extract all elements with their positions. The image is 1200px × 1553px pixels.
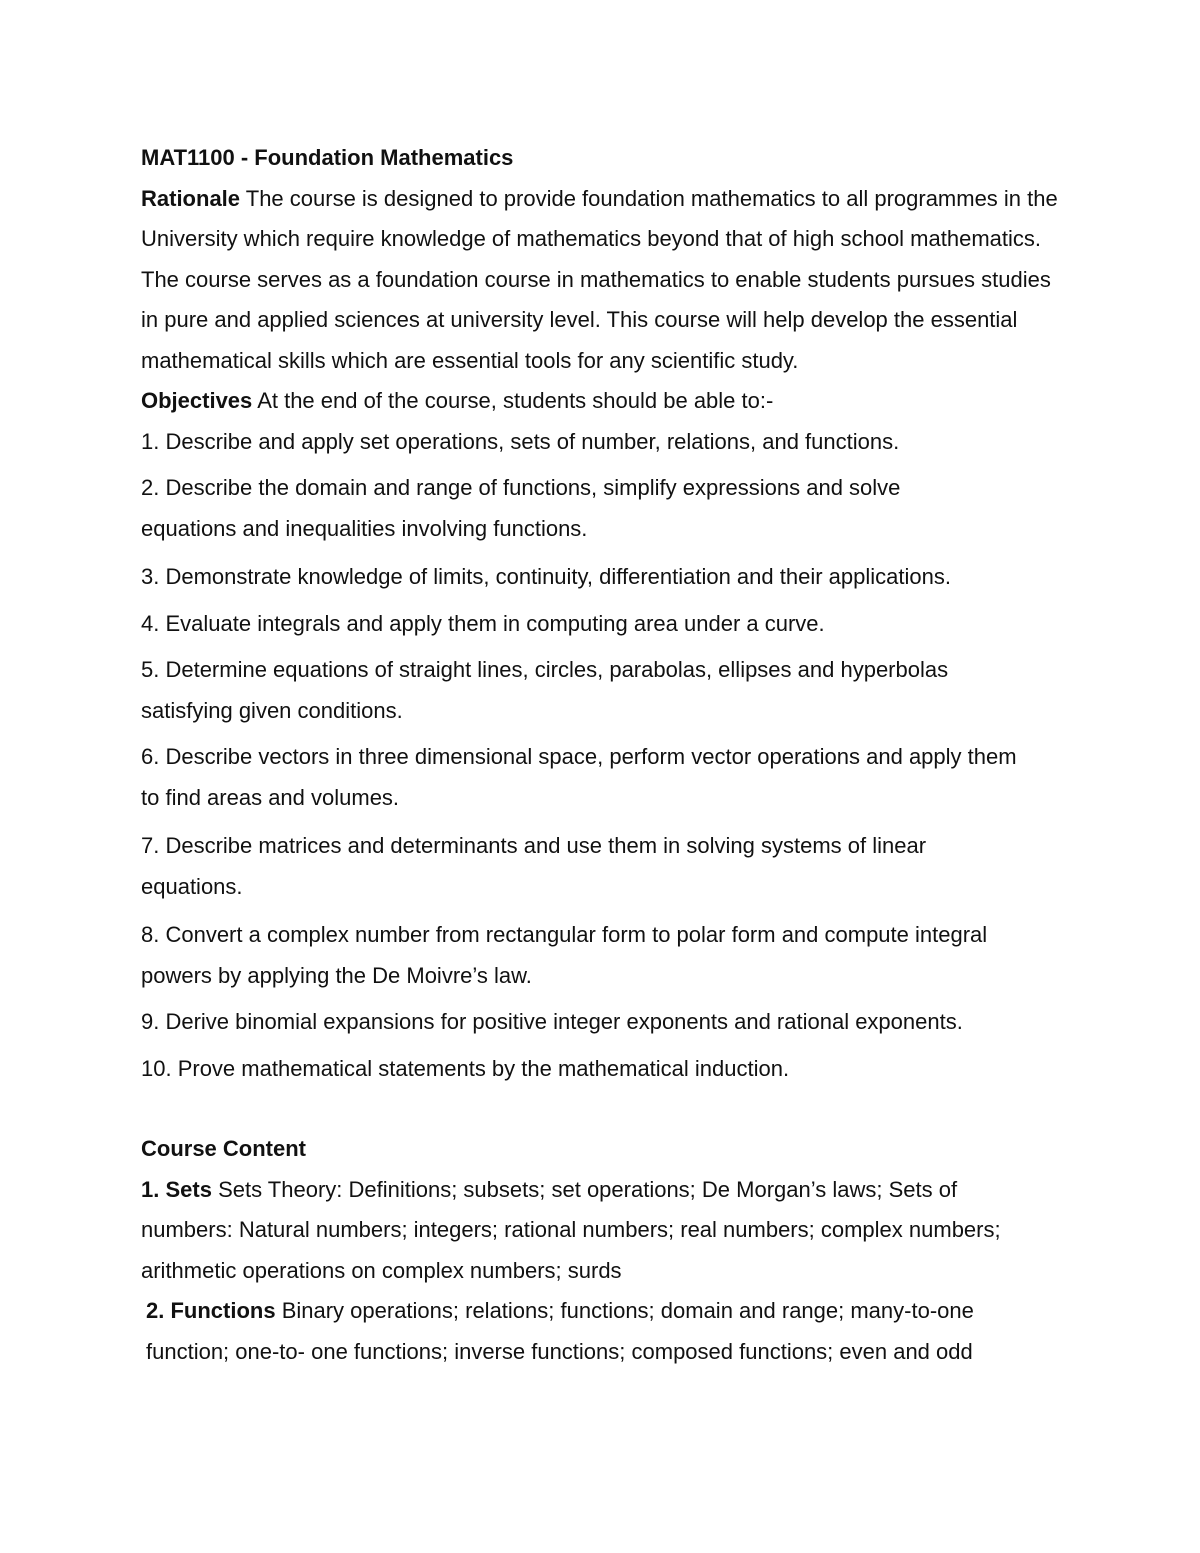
objectives-label: Objectives (141, 388, 253, 413)
section-text: Sets Theory: Definitions; subsets; set operations; De Morgan’s laws; Sets of numbers: Natural numbers; integers; rational numbers; real numbers; complex numbers; arithmetic operations on complex numbers; surds (141, 1176, 1001, 1283)
section-label: 2. Functions (146, 1298, 276, 1323)
content-section-sets (141, 1170, 1031, 1292)
objective-item: 1. Describe and apply set operations, sets of number, relations, and functions. (141, 428, 900, 454)
rationale-label: Rationale (141, 185, 241, 211)
document-page (141, 138, 1071, 1372)
objectives-intro: At the end of the course, students should be able to:- (257, 388, 774, 413)
objective-item: 9. Derive binomial expansions for positive integer exponents and rational exponents. (141, 1009, 963, 1034)
rationale-paragraph (141, 179, 1065, 382)
section-label: 1. Sets (141, 1176, 212, 1202)
objective-item: 10. Prove mathematical statements by the mathematical induction. (141, 1055, 790, 1081)
objective-item: 2. Describe the domain and range of functions, simplify expressions and solve equations and inequalities involving functions. (141, 475, 901, 541)
objectives-paragraph (141, 381, 1071, 422)
objective-item: 8. Convert a complex number from rectangular form to polar form and compute integral powers by applying the De Moivre’s law. (141, 922, 988, 988)
section-text: Binary operations; relations; functions; domain and range; many-to-one function; one-to- one functions; inverse functions; composed functions; even and odd (146, 1298, 974, 1364)
objective-item: 3. Demonstrate knowledge of limits, continuity, differentiation and their applications. (141, 564, 951, 589)
objective-item: 4. Evaluate integrals and apply them in computing area under a curve. (141, 610, 825, 636)
objective-item: 5. Determine equations of straight lines, circles, parabolas, ellipses and hyperbolas satisfying given conditions. (141, 657, 949, 723)
rationale-text: The course is designed to provide foundation mathematics to all programmes in the University which require knowledge of mathematics beyond that of high school mathematics. The course serves as a foundation course in mathematics to enable students pursues studies in pure and applied sciences at university level. This course will help develop the essential mathematical skills which are essential tools for any scientific study. (141, 185, 1058, 373)
objectives-list (141, 422, 1071, 1090)
course-title: MAT1100 - Foundation Mathematics (141, 145, 514, 170)
content-section-functions (141, 1291, 1046, 1372)
spacer (141, 1089, 1071, 1129)
objective-item: 6. Describe vectors in three dimensional space, perform vector operations and apply them to find areas and volumes. (141, 744, 1017, 810)
course-content-heading: Course Content (141, 1136, 306, 1161)
objective-item: 7. Describe matrices and determinants and use them in solving systems of linear equations. (141, 833, 927, 899)
